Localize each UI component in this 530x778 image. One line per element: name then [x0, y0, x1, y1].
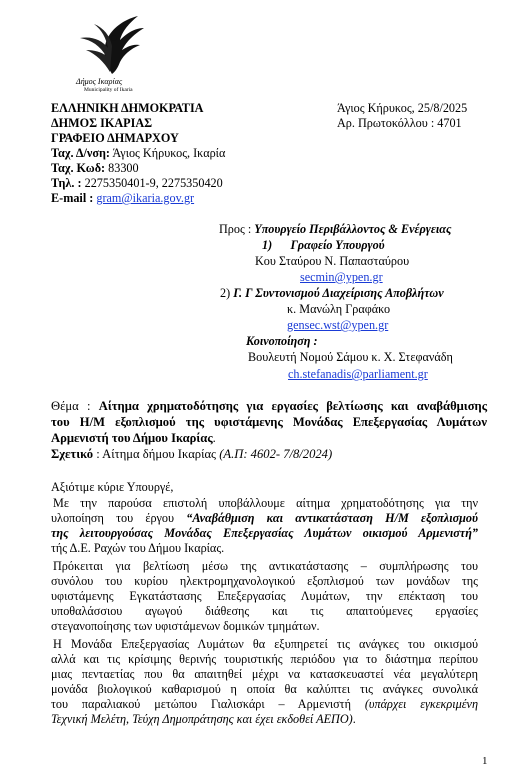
recipient-2-email[interactable]: gensec.wst@ypen.gr [287, 318, 389, 332]
related-line [51, 446, 487, 462]
subject-period: . [212, 431, 216, 445]
related-text: : Αίτημα δήμου Ικαρίας [93, 447, 220, 461]
recipient-2-number: 2) [220, 286, 231, 300]
postcode-line [51, 161, 139, 176]
email-label: E-mail : [51, 191, 94, 205]
email-line [51, 191, 194, 206]
to-ministry: Υπουργείο Περιβάλλοντος & Ενέργειας [254, 222, 452, 236]
subject-line-3 [51, 430, 487, 446]
recipient-1-email[interactable]: secmin@ypen.gr [300, 270, 383, 284]
recipient-2-person: κ. Μανώλη Γραφάκο [287, 302, 391, 316]
paragraph-1 [51, 496, 478, 556]
org-line-2: ΔΗΜΟΣ ΙΚΑΡΙΑΣ [51, 116, 153, 130]
recipient-1-number: 1) [262, 238, 273, 252]
page-number: 1 [482, 755, 488, 767]
p2-line-5: στεγανοποίησης των υφιστάμενων δομικών τμημάτων. [51, 619, 320, 633]
address-value: Άγιος Κήρυκος, Ικαρία [109, 146, 226, 160]
phone-value: 2275350401-9, 2275350420 [81, 176, 223, 190]
p1-project-title-2: της λειτουργούσας Μονάδας Επεξεργασίας Λυμάτων οικισμού Αρμενιστή” [51, 526, 478, 540]
p2-line-4: υποθαλάσσιου αγωγού διάθεσης και τις απαιτούμενες εργασίες [51, 604, 478, 618]
recipient-1-title-line [262, 238, 385, 253]
p1-line-2-text: υλοποίηση του έργου [51, 511, 187, 525]
postcode-label: Ταχ. Κωδ: [51, 161, 106, 175]
p3-line-6 [51, 712, 478, 727]
subject-text-1: Αίτημα χρηματοδότησης για εργασίες βελτίωσης και αναβάθμισης [98, 399, 488, 413]
cc-person: Βουλευτή Νομού Σάμου κ. Χ. Στεφανάδη [248, 350, 453, 364]
cc-label: Κοινοποίηση : [246, 334, 318, 348]
p3-note-2: Τεχνική Μελέτη, Τεύχη Δημοπράτησης και έχει εκδοθεί ΑΕΠΟ) [51, 712, 353, 726]
email-link[interactable]: gram@ikaria.gov.gr [96, 191, 195, 205]
p2-line-3: υφιστάμενης Εγκατάστασης Επεξεργασίας Λυμάτων, την επέκταση του [51, 589, 478, 603]
logo-name: Δήμος Ικαρίας [76, 77, 123, 86]
p3-line-5 [51, 697, 478, 712]
to-label: Προς : [219, 222, 252, 236]
place-date: Άγιος Κήρυκος, 25/8/2025 [337, 101, 468, 115]
address-label: Ταχ. Δ/νση: [51, 146, 110, 160]
p2-line-2: συνόλου του κυρίου ηλεκτρομηχανολογικού εξοπλισμού των μονάδων της [51, 574, 478, 588]
recipient-2-title: Γ. Γ Συντονισμού Διαχείρισης Αποβλήτων [233, 286, 444, 300]
recipient-2-title-line [220, 286, 444, 301]
subject-block [51, 398, 487, 462]
postcode-value: 83300 [105, 161, 139, 175]
p1-project-title-1: “Αναβάθμιση και αντικατάσταση Η/Μ εξοπλισμού [186, 511, 478, 525]
p3-line-3: μιας πενταετίας που θα απαιτηθεί μέχρι να κατασκευαστεί νέα μεγαλύτερη [51, 667, 478, 681]
p1-line-2 [51, 511, 478, 526]
greeting: Αξιότιμε κύριε Υπουργέ, [51, 480, 174, 494]
phone-label: Τηλ. : [51, 176, 82, 190]
paragraph-2 [51, 559, 478, 634]
address-line [51, 146, 225, 161]
recipient-1-person: Κου Σταύρου Ν. Παπασταύρου [255, 254, 410, 268]
cc-email[interactable]: ch.stefanadis@parliament.gr [288, 367, 428, 381]
p3-period: . [352, 712, 356, 726]
related-ref: (Α.Π: 4602- 7/8/2024) [219, 447, 333, 461]
recipient-1-title: Γραφείο Υπουργού [290, 238, 385, 252]
p3-note-1: (υπάρχει εγκεκριμένη [364, 697, 478, 711]
p2-line-1: Πρόκειται για βελτίωση μέσω της αντικατάστασης – συμπλήρωσης του [53, 559, 478, 573]
subject-label: Θέμα : [51, 399, 99, 413]
subject-line-2: του Η/Μ εξοπλισμού της υφιστάμενης Μονάδας Επεξεργασίας Λυμάτων [51, 415, 487, 429]
p1-line-1: Με την παρούσα επιστολή υποβάλλουμε αίτημα χρηματοδότησης για την [53, 496, 478, 510]
related-label: Σχετικό [51, 447, 94, 461]
logo-subtitle: Municipality of Ikaria [84, 87, 133, 93]
p3-line-2: αλλά και τις κρίσιμης θερινής τουριστικής περιόδου για το διάστημα περίπου [51, 652, 478, 666]
subject-text-3: Αρμενιστή του Δήμου Ικαρίας [51, 431, 213, 445]
p1-line-4: τής Δ.Ε. Ραχών του Δήμου Ικαρίας. [51, 541, 225, 555]
protocol-number: Αρ. Πρωτοκόλλου : 4701 [337, 116, 462, 130]
p3-line-1: Η Μονάδα Επεξεργασίας Λυμάτων θα εξυπηρετεί τις ανάγκες του οικισμού [53, 637, 478, 651]
org-line-1: ΕΛΛΗΝΙΚΗ ΔΗΜΟΚΡΑΤΙΑ [51, 101, 204, 115]
ikaros-wing-figure [76, 14, 146, 76]
municipality-logo [70, 14, 148, 94]
p3-line-4: μονάδα βιολογικού καθαρισμού η οποία θα καλύπτει τις ανάγκες συνολικά [51, 682, 478, 696]
to-line [219, 222, 451, 237]
subject-line-1 [51, 398, 487, 414]
phone-line [51, 176, 223, 191]
paragraph-3 [51, 637, 478, 727]
org-line-3: ΓΡΑΦΕΙΟ ΔΗΜΑΡΧΟΥ [51, 131, 179, 145]
p3-line-5-text: του παραλιακού μετώπου Γιαλισκάρι – Αρμενιστή [51, 697, 365, 711]
